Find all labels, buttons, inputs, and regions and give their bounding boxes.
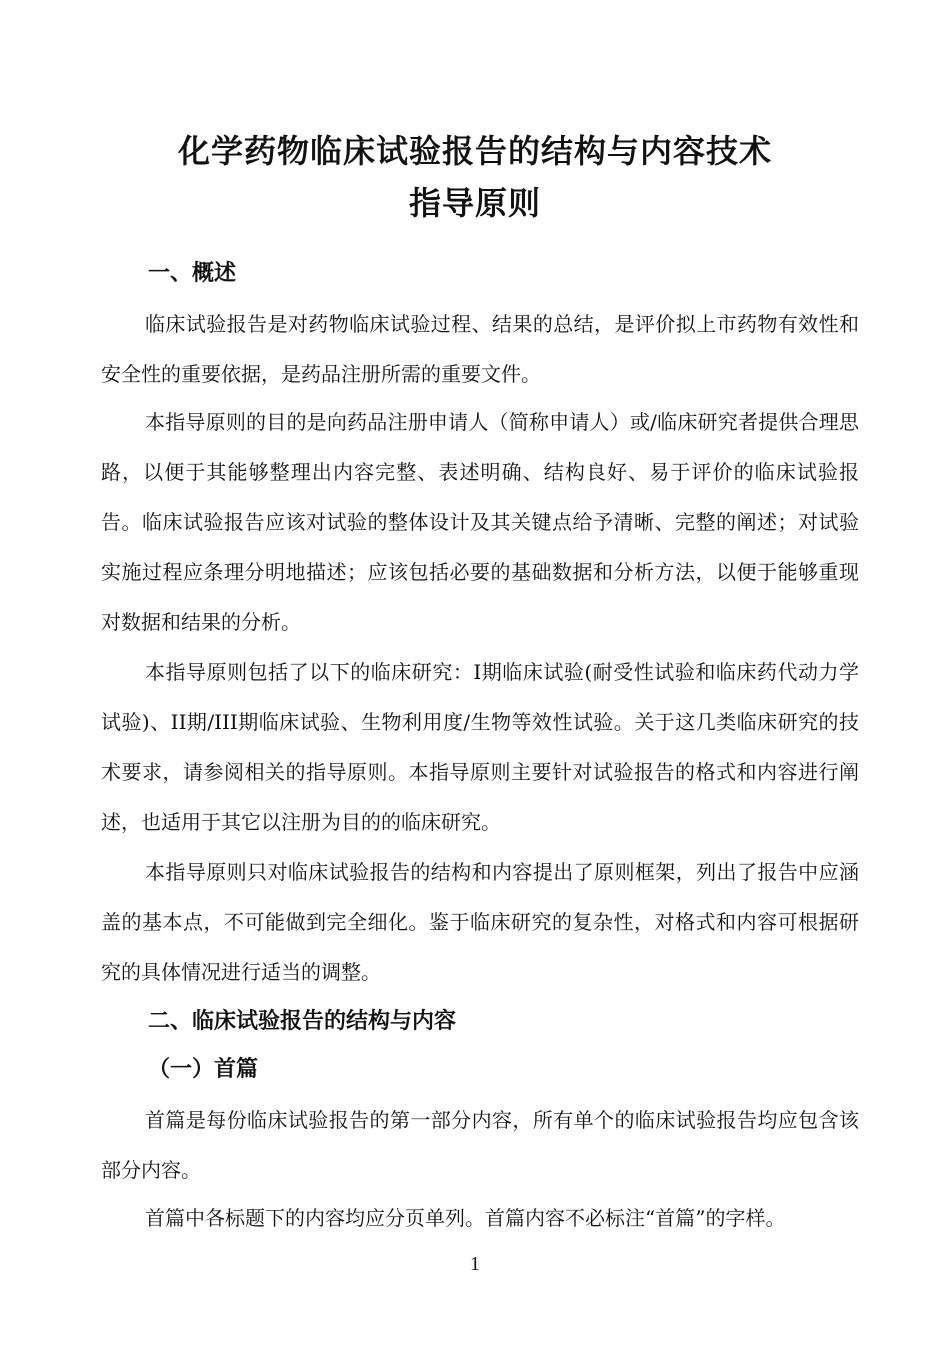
- paragraph-overview-2: 本指导原则的目的是向药品注册申请人（简称申请人）或/临床研究者提供合理思路，以便于其能够整理出内容完整、表述明确、结构良好、易于评价的临床试验报告。临床试验报告应该对试验的整体设计及其关键点给予清晰、完整的阐述；对试验实施过程应条理分明地描述；应该包括必要的基础数据和分析方法，以便于能够重现对数据和结果的分析。: [101, 410, 859, 634]
- document-title-line-1: 化学药物临床试验报告的结构与内容技术: [177, 132, 772, 170]
- subsection-heading-first-part: （一）首篇: [148, 1057, 259, 1082]
- section-heading-overview: 一、概述: [148, 261, 237, 286]
- paragraph-overview-3: 本指导原则包括了以下的临床研究：I期临床试验(耐受性试验和临床药代动力学试验)、II期/III期临床试验、生物利用度/生物等效性试验。关于这几类临床研究的技术要求，请参阅相关的指导原则。本指导原则主要针对试验报告的格式和内容进行阐述，也适用于其它以注册为目的的临床研究。: [101, 660, 859, 834]
- paragraph-overview-1: 临床试验报告是对药物临床试验过程、结果的总结，是评价拟上市药物有效性和安全性的重要依据，是药品注册所需的重要文件。: [101, 312, 859, 386]
- section-heading-structure-content: 二、临床试验报告的结构与内容: [148, 1009, 457, 1034]
- paragraph-first-part-1: 首篇是每份临床试验报告的第一部分内容，所有单个的临床试验报告均应包含该部分内容。: [101, 1108, 859, 1182]
- paragraph-first-part-2: 首篇中各标题下的内容均应分页单列。首篇内容不必标注“首篇”的字样。: [145, 1206, 786, 1230]
- paragraph-overview-4: 本指导原则只对临床试验报告的结构和内容提出了原则框架，列出了报告中应涵盖的基本点，不可能做到完全细化。鉴于临床研究的复杂性，对格式和内容可根据研究的具体情况进行适当的调整。: [101, 860, 859, 984]
- document-title-line-2: 指导原则: [408, 184, 541, 222]
- page-number: 1: [470, 1253, 480, 1275]
